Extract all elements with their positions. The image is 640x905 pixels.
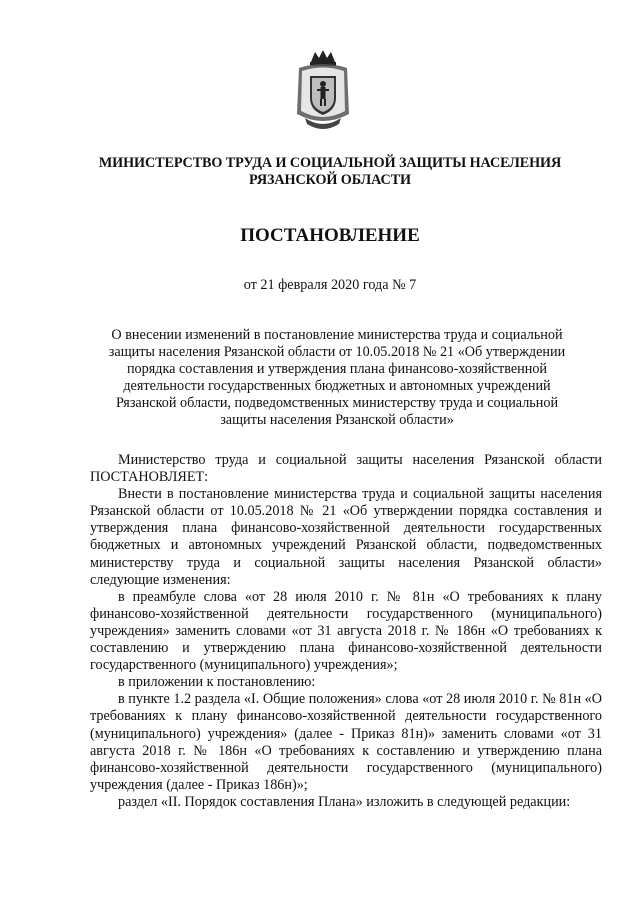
paragraph-amend: Внести в постановление министерства труда и социальной защиты населения Рязанской области от 10.05.2018 № 21 «Об утверждении порядка составления и утверждения плана финансово-хозяйственной деятельности государственных бюджетных и автономных учреждений Рязанской области, подведомственных министерству труда и социальной защиты населения Рязанской области» следующие изменения: xyxy=(90,486,602,588)
paragraph-preamble: Министерство труда и социальной защиты населения Рязанской области ПОСТАНОВЛЯЕТ: xyxy=(90,452,602,486)
document-subject: О внесении изменений в постановление министерства труда и социальной защиты населения Рязанской области от 10.05.2018 № 21 «Об утверждении порядка составления и утверждения плана финансово-хозяйственной деятельности государственных бюджетных и автономных учреждений Рязанской области, подведомственных министерству труда и социальной защиты населения Рязанской области» xyxy=(108,327,566,428)
paragraph-clause-1-2: в пункте 1.2 раздела «I. Общие положения» слова «от 28 июля 2010 г. № 81н «О требованиях к плану финансово-хозяйственной деятельности государственного (муниципального) учреждения» (далее - Приказ 81н)» заменить словами «от 31 августа 2018 г. № 186н «О требованиях к составлению и утверждению плана финансово-хозяйственной деятельности государственного (муниципального) учреждения (далее - Приказ 186н)»; xyxy=(90,691,602,793)
document-date: от 21 февраля 2020 года № 7 xyxy=(243,277,417,293)
paragraph-appendix: в приложении к постановлению: xyxy=(118,674,316,691)
paragraph-section-2: раздел «II. Порядок составления Плана» изложить в следующей редакции: xyxy=(118,793,571,810)
ministry-name-line2: РЯЗАНСКОЙ ОБЛАСТИ xyxy=(249,172,411,188)
document-body xyxy=(90,452,602,811)
document-type-title: ПОСТАНОВЛЕНИЕ xyxy=(240,225,420,246)
paragraph-preamble-change: в преамбуле слова «от 28 июля 2010 г. № 81н «О требованиях к плану финансово-хозяйственной деятельности государственного (муниципального) учреждения» заменить словами «от 31 августа 2018 г. № 186н «О требованиях к составлению и утверждению плана финансово-хозяйственной деятельности государственного (муниципального) учреждения»; xyxy=(90,588,602,674)
ministry-name-line1: МИНИСТЕРСТВО ТРУДА И СОЦИАЛЬНОЙ ЗАЩИТЫ НАСЕЛЕНИЯ xyxy=(98,155,562,171)
coat-of-arms-icon xyxy=(293,48,353,134)
